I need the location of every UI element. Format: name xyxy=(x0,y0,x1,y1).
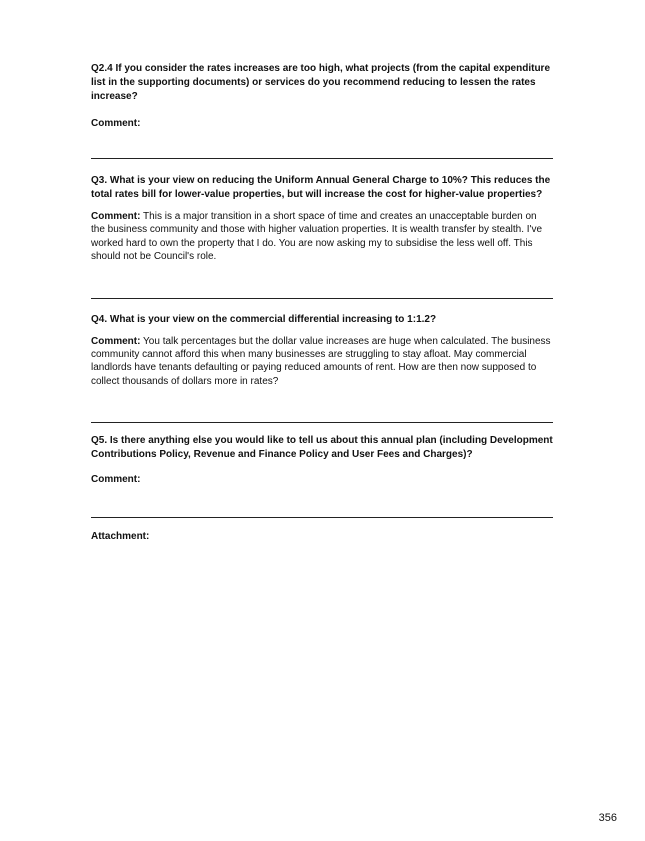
document-page xyxy=(91,62,553,544)
question-q2-4: Q2.4 If you consider the rates increases are too high, what projects (from the capital expenditure list in the supporting documents) or services do you recommend reducing to lessen the rates increase? xyxy=(91,63,551,102)
comment-q5 xyxy=(91,473,553,486)
comment-q2-4 xyxy=(91,117,553,130)
comment-q3 xyxy=(91,210,553,263)
question-q4: Q4. What is your view on the commercial differential increasing to 1:1.2? xyxy=(91,314,437,326)
divider xyxy=(91,422,553,423)
comment-text: This is a major transition in a short space of time and creates an unacceptable burden on the business community and those with higher valuation properties. It is wealth transfer by stealth. I've worked hard to own the property that I do. You are now asking my to subsidise the less well off. This should not be Council's role. xyxy=(91,211,543,262)
question-block-q4 xyxy=(91,313,553,388)
comment-q4 xyxy=(91,335,553,388)
question-q3: Q3. What is your view on reducing the Uniform Annual General Charge to 10%? This reduces the total rates bill for lower-value properties, but will increase the cost for higher-value properties? xyxy=(91,175,551,201)
question-q5: Q5. Is there anything else you would like to tell us about this annual plan (including Development Contributions Policy, Revenue and Finance Policy and User Fees and Charges)? xyxy=(91,434,553,460)
attachment-label: Attachment: xyxy=(91,531,150,543)
comment-label: Comment: xyxy=(91,473,141,485)
comment-text: You talk percentages but the dollar value increases are huge when calculated. The business community cannot afford this when many businesses are struggling to stay afloat. May commercial landlords have tenants defaulting or paying reduced amounts of rent. How are then now supposed to collect thousands of dollars more in rates? xyxy=(91,336,551,387)
divider xyxy=(91,298,553,299)
question-block-q5 xyxy=(91,434,553,486)
comment-label: Comment: xyxy=(91,211,141,223)
question-block-q2-4 xyxy=(91,62,553,130)
comment-label: Comment: xyxy=(91,336,141,348)
question-block-q3 xyxy=(91,174,553,263)
divider xyxy=(91,158,553,159)
page-number: 356 xyxy=(598,812,617,824)
divider xyxy=(91,517,553,518)
comment-label: Comment: xyxy=(91,118,141,129)
